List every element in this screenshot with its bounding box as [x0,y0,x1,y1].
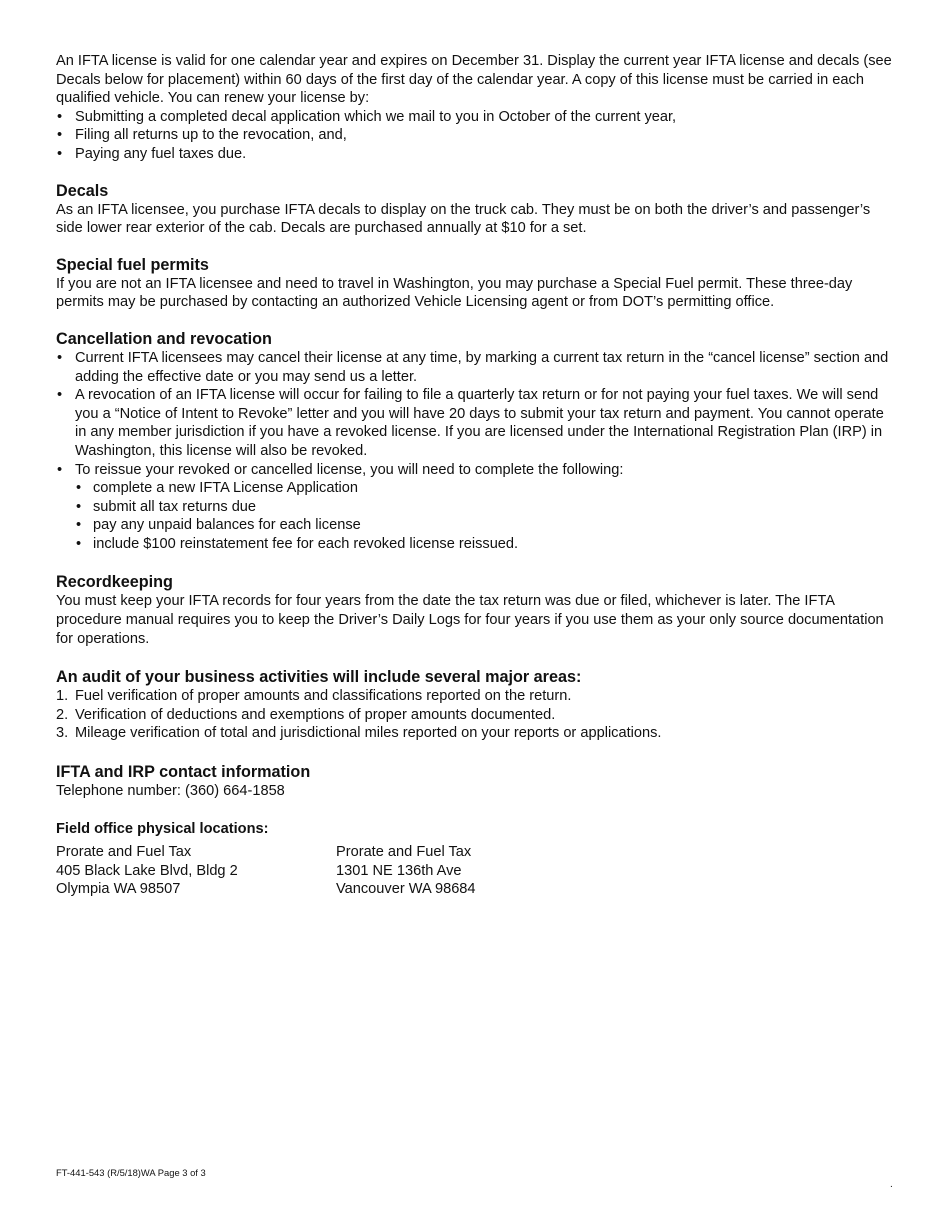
office-city: Vancouver WA 98684 [336,881,476,898]
office-name: Prorate and Fuel Tax [56,844,192,861]
sub-list-item: • submit all tax returns due [75,498,898,517]
recordkeeping-section [56,572,898,648]
contact-phone: Telephone number: (360) 664-1858 [56,783,285,800]
list-item [56,706,898,725]
renewal-list [56,108,898,164]
decals-heading: Decals [56,181,109,200]
reissue-text: To reissue your revoked or cancelled license, you will need to complete the following: [75,461,624,478]
intro-paragraph: An IFTA license is valid for one calendar year and expires on December 31. Display the current year IFTA license and decals (see Decals below for placement) within 60 days of the first day of the calendar year. A copy of this license must be carried in each qualified vehicle. You can renew your license by: [56,53,892,107]
list-text: Mileage verification of total and jurisdictional miles reported on your reports or applications. [75,725,662,742]
list-text: Fuel verification of proper amounts and classifications reported on the return. [75,688,572,705]
list-number: 3. [56,725,69,742]
office-street: 405 Black Lake Blvd, Bldg 2 [56,862,238,879]
document-page [56,52,898,899]
cancellation-list [56,349,898,554]
audit-section [56,667,898,743]
intro-section [56,52,898,164]
decals-section [56,181,898,238]
office-address-olympia [56,843,336,899]
sub-list-item: • complete a new IFTA License Application [75,479,898,498]
list-number: 2. [56,706,69,723]
office-address-vancouver [336,843,616,899]
office-street: 1301 NE 136th Ave [336,862,462,879]
recordkeeping-text: You must keep your IFTA records for four years from the date the tax return was due or filed, whichever is later. The IFTA procedure manual requires you to keep the Driver’s Daily Logs for four years if you use them as your only source documentation for operations. [56,593,884,647]
sub-list-item: • pay any unpaid balances for each license [75,516,898,535]
recordkeeping-heading: Recordkeeping [56,573,173,592]
special-fuel-section [56,255,898,312]
office-name: Prorate and Fuel Tax [336,844,472,861]
list-number: 1. [56,688,69,705]
list-item [56,461,898,554]
cancellation-section [56,329,898,554]
special-fuel-text: If you are not an IFTA licensee and need to travel in Washington, you may purchase a Special Fuel permit. These three-day permits may be purchased by contacting an authorized Vehicle Licensing agent or from DOT’s permitting office. [56,275,853,311]
contact-section [56,762,898,899]
field-office-heading: Field office physical locations: [56,820,269,837]
special-fuel-heading: Special fuel permits [56,255,209,274]
list-text: Verification of deductions and exemptions of proper amounts documented. [75,706,556,723]
list-item: • Paying any fuel taxes due. [56,145,898,164]
cancellation-heading: Cancellation and revocation [56,329,272,348]
audit-list [56,687,898,743]
decals-text: As an IFTA licensee, you purchase IFTA decals to display on the truck cab. They must be on both the driver’s and passenger’s side lower rear exterior of the cab. Decals are purchased annually at $10 for a set. [56,201,871,237]
list-item [56,687,898,706]
office-city: Olympia WA 98507 [56,881,181,898]
form-code-footer: FT-441-543 (R/5/18)WA Page 3 of 3 [56,1167,206,1178]
list-item: • Filing all returns up to the revocation, and, [56,126,898,145]
list-item: • A revocation of an IFTA license will occur for failing to file a quarterly tax return or for not paying your fuel taxes. We will send you a “Notice of Intent to Revoke” letter and you will have 20 days to submit your tax return and payment. You cannot operate in any member jurisdiction if you have a revoked license. If you are licensed under the International Registration Plan (IRP) in Washington, this license will also be revoked. [56,386,898,460]
field-office-locations [56,843,898,899]
corner-mark: . [890,1179,893,1190]
reissue-sublist [75,479,898,553]
audit-heading: An audit of your business activities will include several major areas: [56,668,582,687]
list-item [56,724,898,743]
contact-heading: IFTA and IRP contact information [56,763,311,782]
list-item: • Submitting a completed decal application which we mail to you in October of the current year, [56,108,898,127]
list-item: • Current IFTA licensees may cancel their license at any time, by marking a current tax return in the “cancel license” section and adding the effective date or you may send us a letter. [56,349,898,386]
sub-list-item: • include $100 reinstatement fee for each revoked license reissued. [75,535,898,554]
